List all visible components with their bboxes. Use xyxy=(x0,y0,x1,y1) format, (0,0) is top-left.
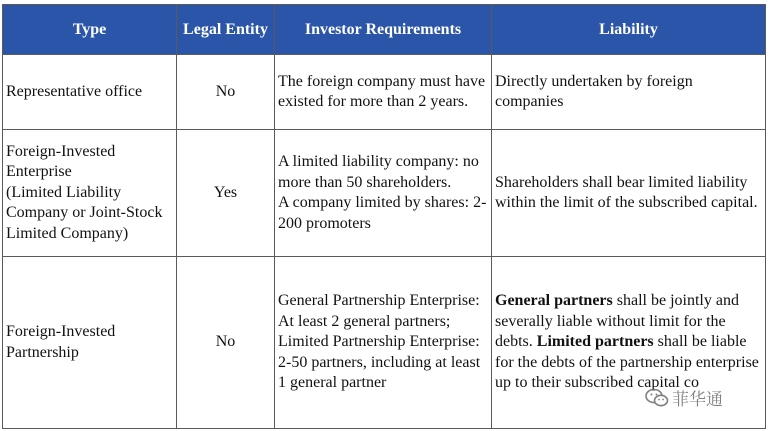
company-types-table xyxy=(2,4,766,429)
liability-text: Shareholders shall bear limited liability within the limit of the subscribed capital. xyxy=(495,173,758,211)
requirements-text: A limited liability company: no more than 50 shareholders. xyxy=(278,153,479,191)
watermark xyxy=(645,385,723,410)
cell-requirements xyxy=(275,130,492,257)
liability-general-partners: General partners xyxy=(495,292,613,310)
type-text: Foreign-Invested Enterprise xyxy=(6,142,116,181)
liability-text: shall be liable for the debts of the partnership enterprise up to their subscribed capital co xyxy=(495,333,759,392)
cell-legal-entity: Yes xyxy=(177,130,275,257)
type-text: Representative office xyxy=(6,82,143,100)
liability-limited-partners: Limited partners xyxy=(536,333,654,351)
table-header-row xyxy=(3,5,766,55)
requirements-text: Limited Partnership Enterprise: 2-50 partners, including at least 1 general partner xyxy=(278,333,481,392)
cell-type xyxy=(3,257,177,429)
cell-requirements xyxy=(275,55,492,130)
requirements-text: The foreign company must have existed for more than 2 years. xyxy=(278,72,486,110)
cell-type xyxy=(3,55,177,130)
cell-legal-entity: No xyxy=(177,257,275,429)
header-legal-entity: Legal Entity xyxy=(177,5,275,55)
cell-liability xyxy=(492,130,766,257)
header-investor-requirements: Investor Requirements xyxy=(275,5,492,55)
cell-requirements xyxy=(275,257,492,429)
wechat-icon xyxy=(645,388,669,408)
cell-liability xyxy=(492,257,766,429)
table-row xyxy=(3,130,766,257)
requirements-text: General Partnership Enterprise: At least 2 general partners; xyxy=(278,292,480,330)
liability-text: Directly undertaken by foreign companies xyxy=(495,72,693,110)
type-subtext: (Limited Liability Company or Joint-Stock Limited Company) xyxy=(6,183,163,242)
cell-type xyxy=(3,130,177,257)
cell-legal-entity: No xyxy=(177,55,275,130)
watermark-text: 菲华通 xyxy=(672,390,723,410)
header-type: Type xyxy=(3,5,177,55)
liability-text: shall be jointly and severally liable without limit for the debts. xyxy=(495,292,739,351)
type-text: Foreign-Invested Partnership xyxy=(6,323,116,361)
cell-liability xyxy=(492,55,766,130)
requirements-text: A company limited by shares: 2-200 promoters xyxy=(278,194,487,232)
header-liability: Liability xyxy=(492,5,766,55)
table-row xyxy=(3,55,766,130)
